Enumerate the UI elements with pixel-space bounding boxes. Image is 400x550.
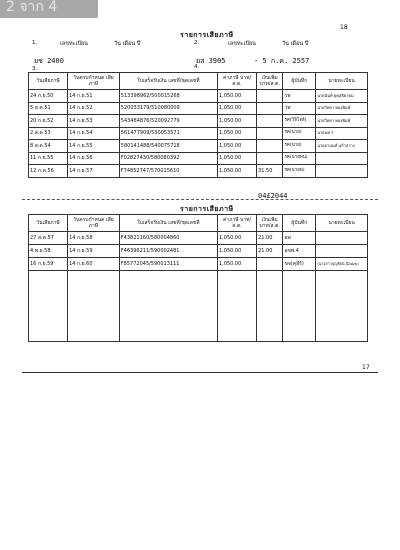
registrar: นายวิทยา ทองพิมพ์: [316, 115, 368, 128]
section2-table: [28, 214, 368, 342]
document-page: [22, 18, 378, 378]
fine-amount: [257, 127, 283, 140]
section1-table: [28, 72, 368, 178]
section2-col-due: วันครบกำหนด เสียภาษี: [68, 215, 120, 232]
receipt-number: F02827430/580080392: [119, 152, 217, 165]
table-row: [29, 232, 368, 245]
tax-amount: 1,050.00: [218, 140, 257, 153]
receipt-number: 543484876/520092779: [119, 115, 217, 128]
table-row: [29, 127, 368, 140]
registrar: นายนันท์ ยุคสุธิยาคม: [316, 90, 368, 103]
receipt-number: F74852747/570015610: [119, 165, 217, 178]
fine-amount: [257, 140, 283, 153]
recorder: รค(นายพ): [283, 165, 316, 178]
empty-cell: [68, 271, 120, 342]
empty-cell: [257, 271, 283, 342]
registrar: นายวิทยา ทองพิมพ์: [316, 102, 368, 115]
due-date: 14 ก.ย.53: [68, 115, 120, 128]
section1-date-label-right: วัน เดือน ปี: [282, 41, 309, 47]
tax-amount: 1,050.00: [218, 127, 257, 140]
paid-date: 24 ก.ย.50: [29, 90, 68, 103]
tax-amount: 1,050.00: [218, 232, 257, 245]
paid-date: 8 ส.ค.54: [29, 140, 68, 153]
recorder: ขจ(คุลีร์): [283, 258, 316, 271]
receipt-number: F85772045/590013111: [119, 258, 217, 271]
table-row: [29, 271, 368, 342]
receipt-number: F46396211/590002481: [119, 245, 217, 258]
paid-date: 27 ส.ค.57: [29, 232, 68, 245]
receipt-number: 561477909/530053571: [119, 127, 217, 140]
receipt-number: 513398962/500015268: [119, 90, 217, 103]
section2-col-fine: เงินเพิ่ม บาท/ส.ต.: [257, 215, 283, 232]
section1-num4: 4.: [194, 64, 200, 70]
recorder: อขพ.4: [283, 245, 316, 258]
section1-reg-value-right: ยส 3905: [196, 57, 226, 65]
tax-amount: 1,050.00: [218, 90, 257, 103]
section1-reg-label-right: เลขทะเบียน: [228, 41, 256, 47]
table-row: [29, 245, 368, 258]
registrar: [316, 232, 368, 245]
empty-cell: [29, 271, 68, 342]
due-date: 14 ก.ย.56: [68, 152, 120, 165]
registrar: (นางสาวบุญรัตน์ นิลเมฆ): [316, 258, 368, 271]
due-date: 14 ก.ย.60: [68, 258, 120, 271]
section1-num2: 2.: [194, 40, 200, 46]
section2-col-receipt: ใบเสร็จรับเงิน เลขที่/ชุดเลขที่: [119, 215, 217, 232]
tax-amount: 1,050.00: [218, 165, 257, 178]
paid-date: 12 ก.ค.56: [29, 165, 68, 178]
table-row: [29, 258, 368, 271]
registrar: [316, 245, 368, 258]
section2-col-tax: ค่าภาษี บาท/ส.ต.: [218, 215, 257, 232]
fine-amount: [257, 115, 283, 128]
paid-date: 4 พ.ย.58: [29, 245, 68, 258]
receipt-number: 580141488/540075718: [119, 140, 217, 153]
empty-cell: [316, 271, 368, 342]
page-counter: 2 จาก 4: [0, 0, 98, 18]
recorder: รค(วิจิโจล์): [283, 115, 316, 128]
bottom-rule: [22, 372, 378, 373]
paid-date: 2 ส.ค.53: [29, 127, 68, 140]
recorder: รค(นายพน): [283, 152, 316, 165]
registrar: นายอานนท์ แก้วสว่าง: [316, 140, 368, 153]
section1-col-fine: เงินเพิ่ม บาท/ส.ต.: [257, 73, 283, 90]
due-date: 14 ก.ย.52: [68, 102, 120, 115]
receipt-number: 520033179/510080009: [119, 102, 217, 115]
section1-col-tax: ค่าภาษี บาท/ส.ต.: [218, 73, 257, 90]
fine-amount: [257, 152, 283, 165]
section2-title: รายการเสียภาษี: [180, 205, 234, 213]
fine-amount: [257, 258, 283, 271]
fine-amount: 31.50: [257, 165, 283, 178]
table-row: [29, 140, 368, 153]
tax-amount: 1,050.00: [218, 258, 257, 271]
section1-title: รายการเสียภาษี: [180, 31, 234, 39]
receipt-number: F43821160/580004860: [119, 232, 217, 245]
empty-cell: [119, 271, 217, 342]
due-date: 14 ก.ย.51: [68, 90, 120, 103]
table-row: [29, 90, 368, 103]
tax-amount: 1,050.00: [218, 152, 257, 165]
paid-date: 5 ส.ค.51: [29, 102, 68, 115]
section1-date-value: - 5 ก.ค. 2557: [254, 57, 310, 65]
section1-reg-value-left: ยช 2400: [34, 57, 64, 65]
paid-date: 11 ก.ย.55: [29, 152, 68, 165]
registrar: [316, 152, 368, 165]
due-date: 14 ก.ย.58: [68, 232, 120, 245]
section1-col-paid: วันเสียภาษี: [29, 73, 68, 90]
fine-amount: [257, 90, 283, 103]
section1-reg-label-left: เลขทะเบียน: [60, 41, 88, 47]
registrar: นายนพ ร: [316, 127, 368, 140]
empty-cell: [283, 271, 316, 342]
recorder: รค(นาย): [283, 140, 316, 153]
section1-col-due: วันครบกำหนด เสียภาษี: [68, 73, 120, 90]
due-date: 14 ก.ย.57: [68, 165, 120, 178]
table-row: [29, 165, 368, 178]
section1-num3: 3.: [32, 66, 38, 72]
page-number: 18: [340, 24, 348, 31]
section1-col-registrar: นายทะเบียน: [316, 73, 368, 90]
section2-col-registrar: นายทะเบียน: [316, 215, 368, 232]
fine-amount: [257, 102, 283, 115]
table-row: [29, 115, 368, 128]
section1-date-label-left: วัน เดือน ปี: [114, 41, 141, 47]
section2-col-recorder: ผู้บันทึก: [283, 215, 316, 232]
due-date: 14 ก.ย.54: [68, 127, 120, 140]
section-divider: [22, 199, 378, 200]
tax-amount: 1,050.00: [218, 102, 257, 115]
recorder: รค(นาย): [283, 127, 316, 140]
recorder: อท: [283, 232, 316, 245]
section1-col-recorder: ผู้บันทึก: [283, 73, 316, 90]
table-row: [29, 152, 368, 165]
section1-col-receipt: ใบเสร็จรับเงิน เลขที่/ชุดเลขที่: [119, 73, 217, 90]
section1-num1: 1.: [32, 40, 38, 46]
recorder: วท: [283, 90, 316, 103]
due-date: 14 ก.ย.59: [68, 245, 120, 258]
due-date: 14 ก.ย.55: [68, 140, 120, 153]
empty-cell: [218, 271, 257, 342]
section2-col-paid: วันเสียภาษี: [29, 215, 68, 232]
paid-date: 16 ก.ย.59: [29, 258, 68, 271]
paid-date: 20 ก.ย.52: [29, 115, 68, 128]
tax-amount: 1,050.00: [218, 115, 257, 128]
table-row: [29, 102, 368, 115]
footer-page-number: 17: [362, 364, 370, 371]
handwritten-serial: 04£2044: [258, 192, 288, 200]
registrar: [316, 165, 368, 178]
recorder: วท: [283, 102, 316, 115]
tax-amount: 1,050.00: [218, 245, 257, 258]
fine-amount: 21.00: [257, 232, 283, 245]
fine-amount: 21.00: [257, 245, 283, 258]
